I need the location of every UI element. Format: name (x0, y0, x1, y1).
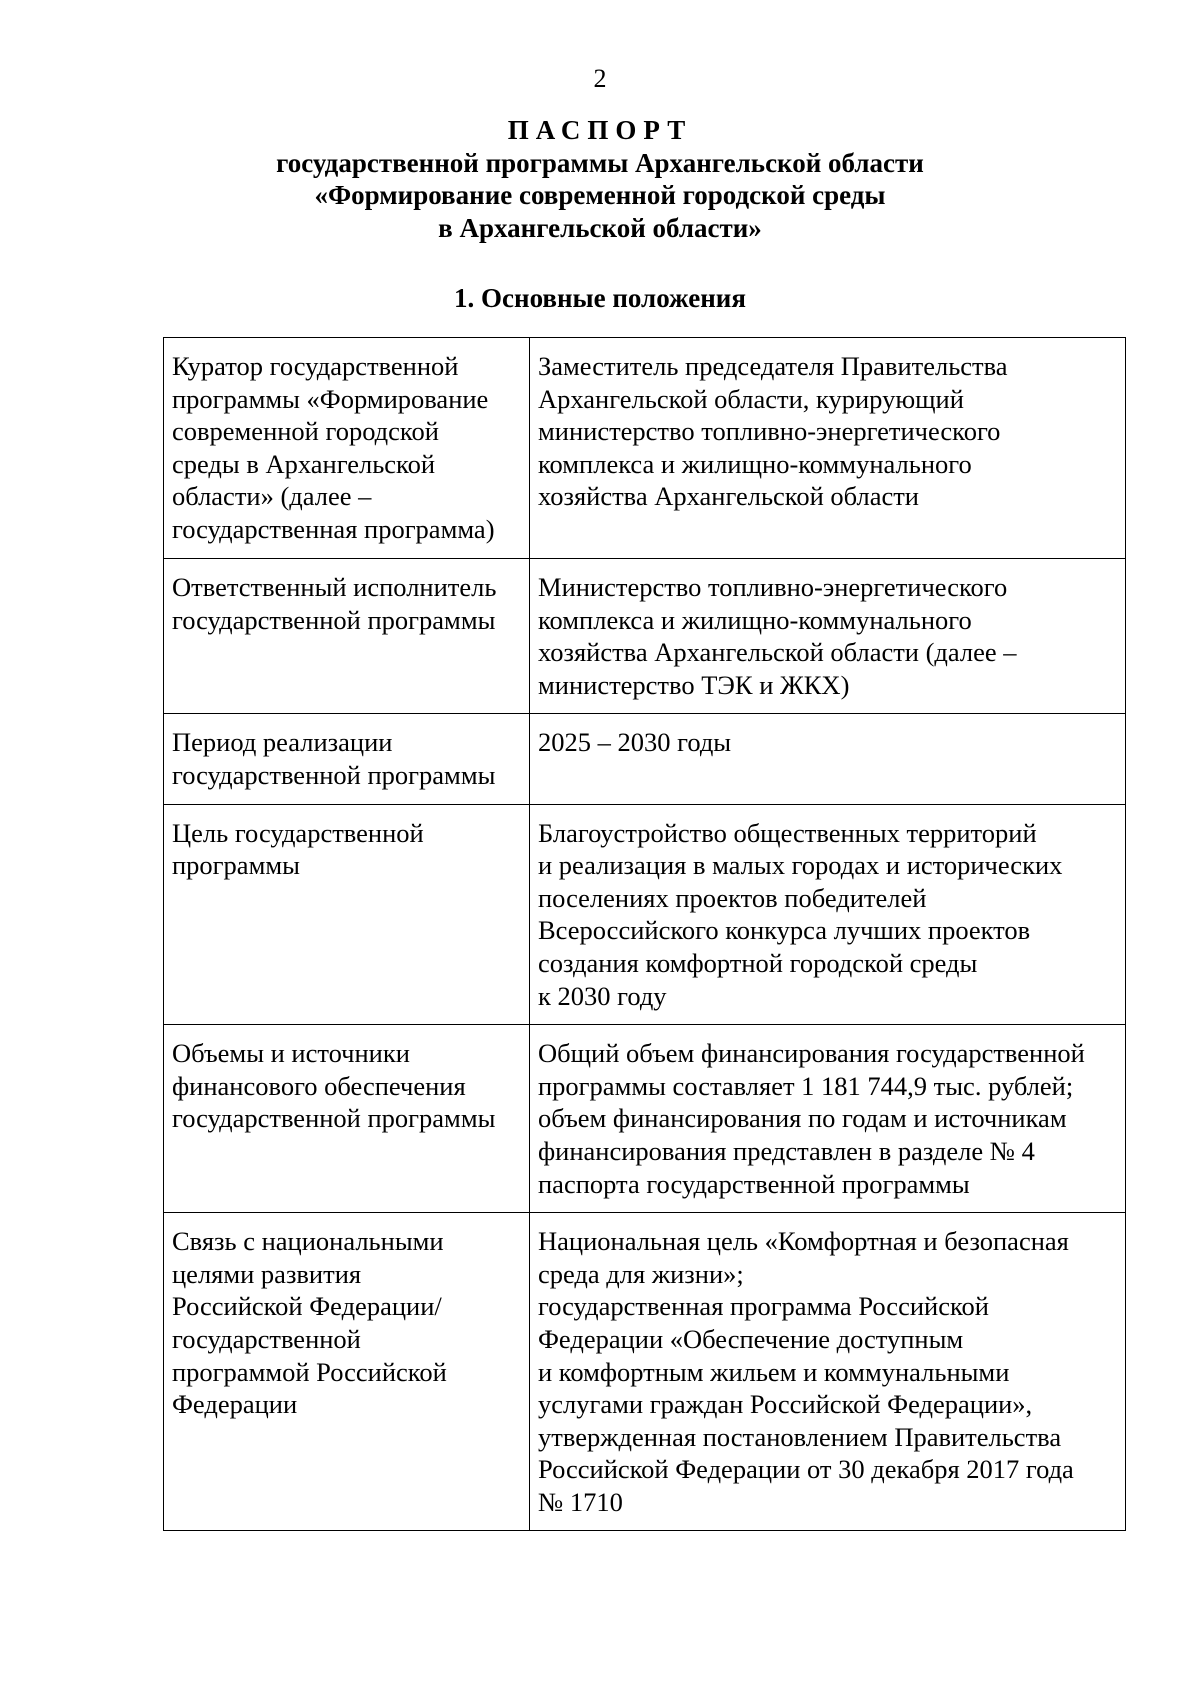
row-label: Объемы и источники финансового обеспечения государственной программы (164, 1025, 530, 1213)
table-row (164, 714, 1126, 804)
row-value: Заместитель председателя Правительства Архангельской области, курирующий министерство топливно-энергетического комплекса и жилищно-коммунального хозяйства Архангельской области (530, 338, 1126, 559)
row-label: Связь с национальными целями развития Российской Федерации/ государственной программой Российской Федерации (164, 1213, 530, 1531)
document-subtitle-line-1: государственной программы Архангельской области (276, 147, 924, 178)
row-value: Министерство топливно-энергетического комплекса и жилищно-коммунального хозяйства Архангельской области (далее – министерство ТЭК и ЖКХ) (530, 559, 1126, 714)
table-row (164, 559, 1126, 714)
table-row (164, 338, 1126, 559)
document-subtitle-line-3: в Архангельской области» (438, 212, 762, 243)
row-label: Ответственный исполнитель государственной программы (164, 559, 530, 714)
table-row (164, 1025, 1126, 1213)
row-label: Цель государственной программы (164, 804, 530, 1025)
document-subtitle-line-2: «Формирование современной городской среды (314, 180, 886, 210)
table-row (164, 804, 1126, 1025)
row-label: Куратор государственной программы «Формирование современной городской среды в Архангельской области» (далее – государственная программа) (164, 338, 530, 559)
section-title: 1. Основные положения (454, 283, 746, 313)
row-value: Благоустройство общественных территорий и реализация в малых городах и исторических поселениях проектов победителей Всероссийского конкурса лучших проектов создания комфортной городской среды к 2030 году (530, 804, 1126, 1025)
document-heading (0, 114, 1200, 244)
passport-table (163, 337, 1126, 1531)
document-title: ПАСПОРТ (507, 115, 693, 145)
table-row (164, 1213, 1126, 1531)
row-value: Национальная цель «Комфортная и безопасная среда для жизни»; государственная программа Российской Федерации «Обеспечение доступным и комфортным жильем и коммунальными услугами граждан Российской Федерации», утвержденная постановлением Правительства Российской Федерации от 30 декабря 2017 года № 1710 (530, 1213, 1126, 1531)
page-number: 2 (593, 64, 607, 93)
row-label: Период реализации государственной программы (164, 714, 530, 804)
row-value: Общий объем финансирования государственной программы составляет 1 181 744,9 тыс. рублей; объем финансирования по годам и источникам финансирования представлен в разделе № 4 паспорта государственной программы (530, 1025, 1126, 1213)
row-value: 2025 – 2030 годы (530, 714, 1126, 804)
